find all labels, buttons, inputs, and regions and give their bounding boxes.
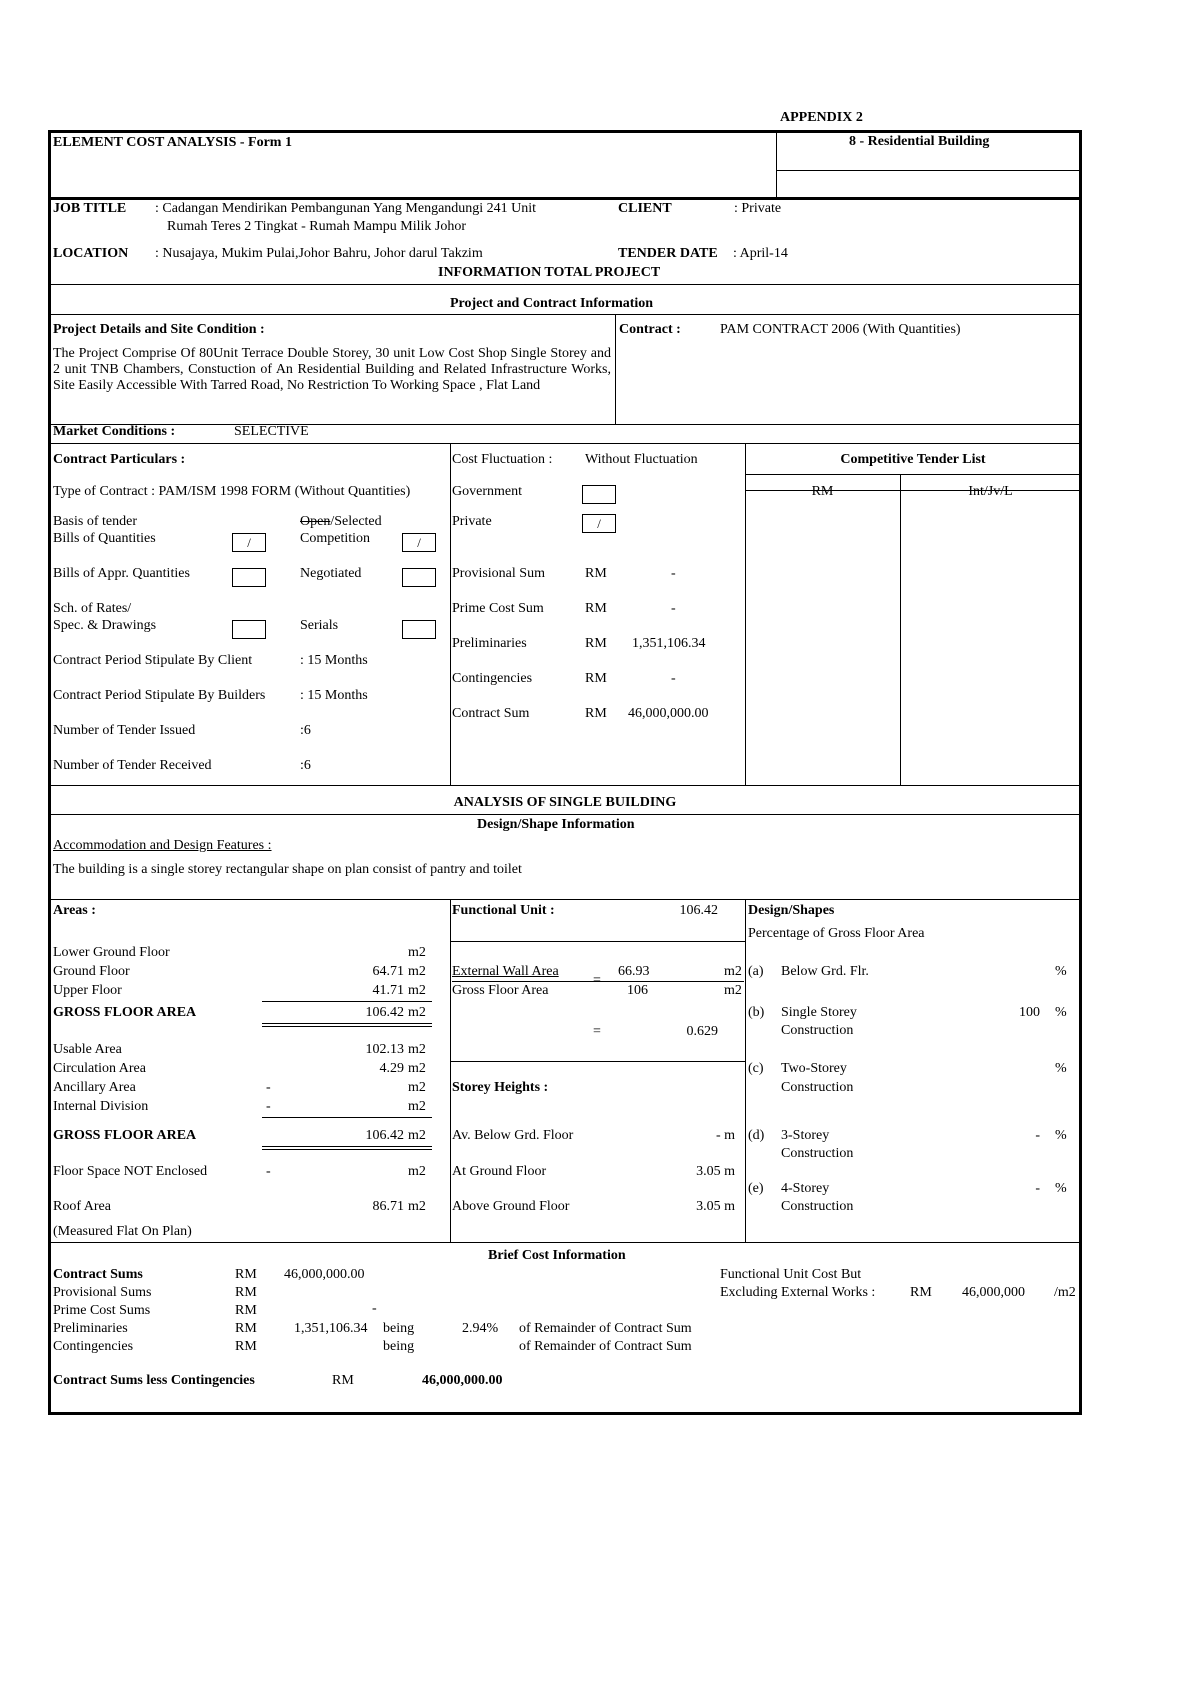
design-shapes-label: Design/Shapes bbox=[748, 903, 835, 918]
contingencies-being: being bbox=[383, 1339, 415, 1354]
shape-d-label2: Construction bbox=[781, 1146, 854, 1161]
header-rule bbox=[776, 170, 1081, 171]
circulation-value: 4.29 bbox=[379, 1061, 404, 1076]
provisional-sum-value: - bbox=[671, 566, 676, 581]
gfa2-label: GROSS FLOOR AREA bbox=[53, 1128, 197, 1143]
above-ground-value: 3.05 m bbox=[696, 1199, 735, 1214]
rule bbox=[49, 284, 1081, 285]
government-label: Government bbox=[452, 484, 522, 499]
functional-unit-label: Functional Unit : bbox=[452, 903, 555, 918]
ext-wall-unit: m2 bbox=[724, 964, 742, 979]
ancillary-unit: m2 bbox=[408, 1080, 426, 1095]
prime-cost-sums-label: Prime Cost Sums bbox=[53, 1303, 151, 1318]
brief-cost-title: Brief Cost Information bbox=[488, 1248, 626, 1263]
private-label: Private bbox=[452, 514, 492, 529]
rule bbox=[262, 1149, 432, 1150]
selected-text: /Selected bbox=[330, 514, 382, 529]
contingencies-remainder: of Remainder of Contract Sum bbox=[519, 1339, 692, 1354]
sch-rates-checkbox[interactable] bbox=[232, 620, 266, 639]
open-text: Open bbox=[300, 514, 331, 529]
contract-sums-rm: RM bbox=[235, 1267, 257, 1282]
ground-floor-value: 64.71 bbox=[372, 964, 404, 979]
func-unit-cost-line1: Functional Unit Cost But bbox=[720, 1267, 862, 1282]
lower-ground-unit: m2 bbox=[408, 945, 426, 960]
contract-sums-value: 46,000,000.00 bbox=[284, 1267, 365, 1282]
competition-label: Competition bbox=[300, 531, 370, 546]
shape-e-pct: % bbox=[1055, 1181, 1067, 1196]
provisional-sums-label: Provisional Sums bbox=[53, 1285, 152, 1300]
tenders-issued-value: :6 bbox=[300, 723, 311, 738]
government-checkbox[interactable] bbox=[582, 485, 616, 504]
shape-e-label1: 4-Storey bbox=[781, 1181, 830, 1196]
contingencies-value: - bbox=[671, 671, 676, 686]
lower-ground-label: Lower Ground Floor bbox=[53, 945, 170, 960]
negotiated-label: Negotiated bbox=[300, 566, 362, 581]
shape-b-label2: Construction bbox=[781, 1023, 854, 1038]
brief-contingencies-rm: RM bbox=[235, 1339, 257, 1354]
shape-b-value: 100 bbox=[1019, 1005, 1040, 1020]
gfa2-unit: m2 bbox=[408, 1128, 426, 1143]
rm-label: RM bbox=[585, 706, 607, 721]
func-unit-cost-unit: /m2 bbox=[1054, 1285, 1076, 1300]
prime-cost-sums-rm: RM bbox=[235, 1303, 257, 1318]
rule bbox=[262, 1001, 432, 1002]
bills-of-quantities-checkbox[interactable]: / bbox=[232, 533, 266, 552]
bills-appr-checkbox[interactable] bbox=[232, 568, 266, 587]
brief-preliminaries-rm: RM bbox=[235, 1321, 257, 1336]
open-selected-label bbox=[300, 514, 382, 530]
shape-a-label: Below Grd. Flr. bbox=[781, 964, 869, 979]
contingencies-label: Contingencies bbox=[452, 671, 533, 686]
contract-value: PAM CONTRACT 2006 (With Quantities) bbox=[720, 322, 961, 337]
func-unit-cost-value: 46,000,000 bbox=[962, 1285, 1025, 1300]
measured-flat-note: (Measured Flat On Plan) bbox=[53, 1224, 192, 1239]
contract-label: Contract : bbox=[619, 322, 681, 337]
preliminaries-pct: 2.94% bbox=[462, 1321, 499, 1336]
below-floor-value: - m bbox=[715, 1128, 735, 1143]
bills-of-quantities: Bills of Quantities bbox=[53, 531, 156, 546]
func-unit-cost-line2: Excluding External Works : bbox=[720, 1285, 876, 1300]
shape-e-value: - bbox=[1035, 1181, 1040, 1196]
preliminaries-label: Preliminaries bbox=[452, 636, 527, 651]
project-contract-info: Project and Contract Information bbox=[450, 296, 654, 311]
shape-b-pct: % bbox=[1055, 1005, 1067, 1020]
rm-label: RM bbox=[585, 601, 607, 616]
rule bbox=[262, 1023, 432, 1024]
fraction-equals: = bbox=[593, 973, 601, 988]
circulation-label: Circulation Area bbox=[53, 1061, 146, 1076]
job-title-line1: : Cadangan Mendirikan Pembangunan Yang Mengandungi 241 Unit bbox=[155, 201, 537, 216]
info-total-project: INFORMATION TOTAL PROJECT bbox=[438, 265, 661, 280]
design-shape-info: Design/Shape Information bbox=[477, 817, 635, 832]
roof-area-label: Roof Area bbox=[53, 1199, 111, 1214]
accommodation-text: The building is a single storey rectangular shape on plan consist of pantry and toilet bbox=[53, 862, 522, 877]
tender-list-col-rm: RM bbox=[811, 484, 834, 499]
gfa-value: 106.42 bbox=[365, 1005, 404, 1020]
rule bbox=[262, 1026, 432, 1027]
market-conditions-value: SELECTIVE bbox=[234, 424, 309, 439]
rule bbox=[49, 424, 1081, 425]
usable-area-unit: m2 bbox=[408, 1042, 426, 1057]
ground-floor-unit: m2 bbox=[408, 964, 426, 979]
less-contingencies-label: Contract Sums less Contingencies bbox=[53, 1373, 255, 1388]
location-label: LOCATION bbox=[53, 246, 129, 261]
storey-heights-label: Storey Heights : bbox=[452, 1080, 549, 1095]
type-of-contract: Type of Contract : PAM/ISM 1998 FORM (Without Quantities) bbox=[53, 484, 411, 499]
period-builders-label: Contract Period Stipulate By Builders bbox=[53, 688, 266, 703]
shape-c-label2: Construction bbox=[781, 1080, 854, 1095]
shape-b-label1: Single Storey bbox=[781, 1005, 857, 1020]
rule bbox=[450, 1061, 745, 1062]
gfa-label: GROSS FLOOR AREA bbox=[53, 1005, 197, 1020]
appendix-label: APPENDIX 2 bbox=[780, 110, 863, 125]
shape-a-key: (a) bbox=[748, 964, 764, 979]
accommodation-label: Accommodation and Design Features : bbox=[53, 838, 272, 853]
ancillary-label: Ancillary Area bbox=[53, 1080, 136, 1095]
shape-c-pct: % bbox=[1055, 1061, 1067, 1076]
competition-checkbox[interactable]: / bbox=[402, 533, 436, 552]
ext-wall-label: External Wall Area bbox=[452, 964, 559, 979]
private-checkbox[interactable]: / bbox=[582, 514, 616, 533]
not-enclosed-dash: - bbox=[266, 1164, 271, 1179]
period-client-label: Contract Period Stipulate By Client bbox=[53, 653, 253, 668]
tender-list-col-int: Int/Jv/L bbox=[968, 484, 1013, 499]
bills-appr-label: Bills of Appr. Quantities bbox=[53, 566, 190, 581]
rule bbox=[49, 443, 1081, 444]
design-shapes-subtitle: Percentage of Gross Floor Area bbox=[748, 926, 925, 941]
at-ground-label: At Ground Floor bbox=[452, 1164, 547, 1179]
building-type: 8 - Residential Building bbox=[849, 134, 990, 149]
serials-checkbox[interactable] bbox=[402, 620, 436, 639]
gross-floor-value: 106 bbox=[627, 983, 648, 998]
usable-area-value: 102.13 bbox=[365, 1042, 404, 1057]
period-builders-value: : 15 Months bbox=[300, 688, 368, 703]
sch-rates-label: Sch. of Rates/ bbox=[53, 601, 132, 616]
internal-division-label: Internal Division bbox=[53, 1099, 149, 1114]
upper-floor-value: 41.71 bbox=[372, 983, 404, 998]
internal-division-dash: - bbox=[266, 1099, 271, 1114]
rule bbox=[900, 474, 901, 785]
provisional-sum-label: Provisional Sum bbox=[452, 566, 545, 581]
shape-d-key: (d) bbox=[748, 1128, 765, 1143]
ancillary-dash: - bbox=[266, 1080, 271, 1095]
shape-e-label2: Construction bbox=[781, 1199, 854, 1214]
rm-label: RM bbox=[585, 671, 607, 686]
shape-c-label1: Two-Storey bbox=[781, 1061, 847, 1076]
shape-d-value: - bbox=[1035, 1128, 1040, 1143]
ratio-equals: = bbox=[593, 1024, 601, 1039]
less-contingencies-value: 46,000,000.00 bbox=[422, 1373, 503, 1388]
client-value: : Private bbox=[734, 201, 782, 216]
rm-label: RM bbox=[585, 636, 607, 651]
rule bbox=[450, 443, 451, 785]
period-client-value: : 15 Months bbox=[300, 653, 368, 668]
tenders-received-value: :6 bbox=[300, 758, 311, 773]
header-bottom-rule bbox=[49, 197, 1081, 200]
brief-preliminaries-value: 1,351,106.34 bbox=[294, 1321, 368, 1336]
rule bbox=[450, 899, 451, 1242]
internal-division-unit: m2 bbox=[408, 1099, 426, 1114]
form-title: ELEMENT COST ANALYSIS - Form 1 bbox=[53, 135, 292, 150]
shape-b-key: (b) bbox=[748, 1005, 765, 1020]
not-enclosed-label: Floor Space NOT Enclosed bbox=[53, 1164, 208, 1179]
usable-area-label: Usable Area bbox=[53, 1042, 122, 1057]
tender-date-label: TENDER DATE bbox=[618, 246, 718, 261]
shape-d-label1: 3-Storey bbox=[781, 1128, 830, 1143]
job-title-label: JOB TITLE bbox=[53, 201, 127, 216]
negotiated-checkbox[interactable] bbox=[402, 568, 436, 587]
prime-cost-sum-value: - bbox=[671, 601, 676, 616]
brief-preliminaries-label: Preliminaries bbox=[53, 1321, 128, 1336]
ratio-value: 0.629 bbox=[686, 1024, 718, 1039]
shape-a-pct: % bbox=[1055, 964, 1067, 979]
rule bbox=[262, 1146, 432, 1147]
upper-floor-unit: m2 bbox=[408, 983, 426, 998]
areas-label: Areas : bbox=[53, 903, 96, 918]
contract-sum-value: 46,000,000.00 bbox=[628, 706, 709, 721]
gross-floor-label: Gross Floor Area bbox=[452, 983, 549, 998]
brief-contingencies-label: Contingencies bbox=[53, 1339, 134, 1354]
roof-area-value: 86.71 bbox=[372, 1199, 404, 1214]
less-contingencies-rm: RM bbox=[332, 1373, 354, 1388]
gfa2-value: 106.42 bbox=[365, 1128, 404, 1143]
gfa-unit: m2 bbox=[408, 1005, 426, 1020]
tenders-received-label: Number of Tender Received bbox=[53, 758, 212, 773]
at-ground-value: 3.05 m bbox=[696, 1164, 735, 1179]
project-details-label: Project Details and Site Condition : bbox=[53, 322, 265, 337]
preliminaries-remainder: of Remainder of Contract Sum bbox=[519, 1321, 692, 1336]
provisional-sums-rm: RM bbox=[235, 1285, 257, 1300]
rule bbox=[745, 899, 746, 1242]
contract-sum-label: Contract Sum bbox=[452, 706, 530, 721]
rule bbox=[262, 1117, 432, 1118]
header-divider bbox=[776, 131, 777, 199]
spec-drawings-label: Spec. & Drawings bbox=[53, 618, 157, 633]
func-unit-cost-rm: RM bbox=[910, 1285, 932, 1300]
ext-wall-value: 66.93 bbox=[618, 964, 650, 979]
rule bbox=[49, 785, 1081, 786]
location-value: : Nusajaya, Mukim Pulai,Johor Bahru, Johor darul Takzim bbox=[155, 246, 483, 261]
prime-cost-sums-value: - bbox=[372, 1301, 377, 1316]
tender-list-title: Competitive Tender List bbox=[840, 452, 986, 467]
gross-floor-unit: m2 bbox=[724, 983, 742, 998]
contract-particulars-label: Contract Particulars : bbox=[53, 452, 186, 467]
tender-date-value: : April-14 bbox=[733, 246, 788, 261]
shape-d-pct: % bbox=[1055, 1128, 1067, 1143]
basis-of-tender: Basis of tender bbox=[53, 514, 137, 529]
upper-floor-label: Upper Floor bbox=[53, 983, 122, 998]
shape-e-key: (e) bbox=[748, 1181, 764, 1196]
client-label: CLIENT bbox=[618, 201, 672, 216]
tenders-issued-label: Number of Tender Issued bbox=[53, 723, 196, 738]
serials-label: Serials bbox=[300, 618, 339, 633]
above-ground-label: Above Ground Floor bbox=[452, 1199, 570, 1214]
job-title-line2: Rumah Teres 2 Tingkat - Rumah Mampu Milik Johor bbox=[167, 219, 466, 234]
prime-cost-sum-label: Prime Cost Sum bbox=[452, 601, 544, 616]
cost-fluctuation-label: Cost Fluctuation : bbox=[452, 452, 553, 467]
rule bbox=[49, 899, 1081, 900]
rm-label: RM bbox=[585, 566, 607, 581]
cost-fluctuation-value: Without Fluctuation bbox=[585, 452, 698, 467]
preliminaries-being: being bbox=[383, 1321, 415, 1336]
contract-sums-label: Contract Sums bbox=[53, 1267, 143, 1282]
rule bbox=[49, 1242, 1081, 1243]
market-conditions-label: Market Conditions : bbox=[53, 424, 176, 439]
rule bbox=[615, 314, 616, 424]
rule bbox=[49, 314, 1081, 315]
project-details-text: The Project Comprise Of 80Unit Terrace Double Storey, 30 unit Low Cost Shop Single Storey and 2 unit TNB Chambers, Constuction of An Residential Building and Related Infrastructure Works, Site Easily Accessible With Tarred Road, No Restriction To Working Space , Flat Land bbox=[53, 346, 611, 393]
preliminaries-value: 1,351,106.34 bbox=[632, 636, 706, 651]
rule bbox=[49, 814, 1081, 815]
rule bbox=[450, 941, 745, 942]
shape-c-key: (c) bbox=[748, 1061, 764, 1076]
not-enclosed-unit: m2 bbox=[408, 1164, 426, 1179]
circulation-unit: m2 bbox=[408, 1061, 426, 1076]
rule bbox=[745, 474, 1081, 475]
functional-unit-value: 106.42 bbox=[679, 903, 718, 918]
below-floor-label: Av. Below Grd. Floor bbox=[452, 1128, 574, 1143]
ground-floor-label: Ground Floor bbox=[53, 964, 130, 979]
roof-area-unit: m2 bbox=[408, 1199, 426, 1214]
analysis-single-title: ANALYSIS OF SINGLE BUILDING bbox=[453, 795, 677, 810]
